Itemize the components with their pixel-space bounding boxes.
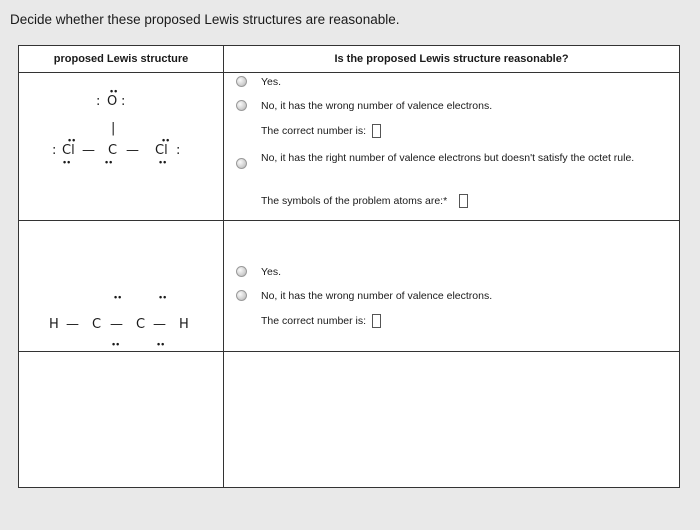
page-title: Decide whether these proposed Lewis structures are reasonable. bbox=[10, 12, 400, 27]
radio-button[interactable] bbox=[236, 266, 247, 277]
atom-cl: Cl bbox=[62, 143, 75, 158]
radio-button[interactable] bbox=[236, 290, 247, 301]
lone-pair: •• bbox=[159, 157, 168, 167]
radio-button[interactable] bbox=[236, 158, 247, 169]
atom-c: C bbox=[136, 317, 146, 332]
atom-h: H bbox=[179, 317, 189, 332]
lone-pair: •• bbox=[114, 292, 123, 302]
lone-pair: : bbox=[121, 94, 126, 109]
lewis-table bbox=[18, 45, 680, 488]
lewis-structure-2 bbox=[19, 221, 223, 351]
correct-number-input[interactable] bbox=[372, 314, 381, 328]
lone-pair: •• bbox=[105, 157, 114, 167]
bond: — bbox=[153, 317, 166, 332]
atom-h: H bbox=[49, 317, 59, 332]
lone-pair: •• bbox=[159, 292, 168, 302]
radio-button[interactable] bbox=[236, 76, 247, 87]
lone-pair: •• bbox=[68, 135, 77, 145]
table-header bbox=[19, 46, 679, 73]
header-structure: proposed Lewis structure bbox=[53, 53, 189, 65]
table-row-2 bbox=[19, 221, 679, 352]
lone-pair: : bbox=[176, 143, 181, 158]
answer-options-2: Yes. No, it has the wrong number of valence electrons. The correct number is: bbox=[224, 221, 679, 351]
lone-pair: •• bbox=[63, 157, 72, 167]
header-reasonable: Is the proposed Lewis structure reasonable? bbox=[334, 53, 569, 65]
lone-pair: •• bbox=[110, 86, 119, 96]
atom-c: C bbox=[92, 317, 102, 332]
lewis-structure-1 bbox=[19, 73, 223, 220]
radio-button[interactable] bbox=[236, 100, 247, 111]
lone-pair: •• bbox=[157, 339, 166, 349]
atom-cl: Cl bbox=[155, 143, 168, 158]
answer-options-1: Yes. No, it has the wrong number of valence electrons. The correct number is: No, it has the right number of valence electrons but doesn't satisfy the octet rule. The symbols of the problem atoms are:* bbox=[224, 73, 679, 220]
lone-pair: : bbox=[96, 94, 101, 109]
lone-pair: •• bbox=[112, 339, 121, 349]
bond-vertical: | bbox=[111, 121, 116, 136]
bond: — bbox=[66, 317, 79, 332]
bond: — bbox=[126, 143, 139, 158]
lone-pair: •• bbox=[162, 135, 171, 145]
table-row-1 bbox=[19, 73, 679, 221]
atom-c: C bbox=[108, 143, 118, 158]
correct-number-input[interactable] bbox=[372, 124, 381, 138]
atom-o: O bbox=[107, 94, 118, 109]
problem-atoms-input[interactable] bbox=[459, 194, 468, 208]
lone-pair: : bbox=[52, 143, 57, 158]
bond: — bbox=[110, 317, 123, 332]
bond: — bbox=[82, 143, 95, 158]
